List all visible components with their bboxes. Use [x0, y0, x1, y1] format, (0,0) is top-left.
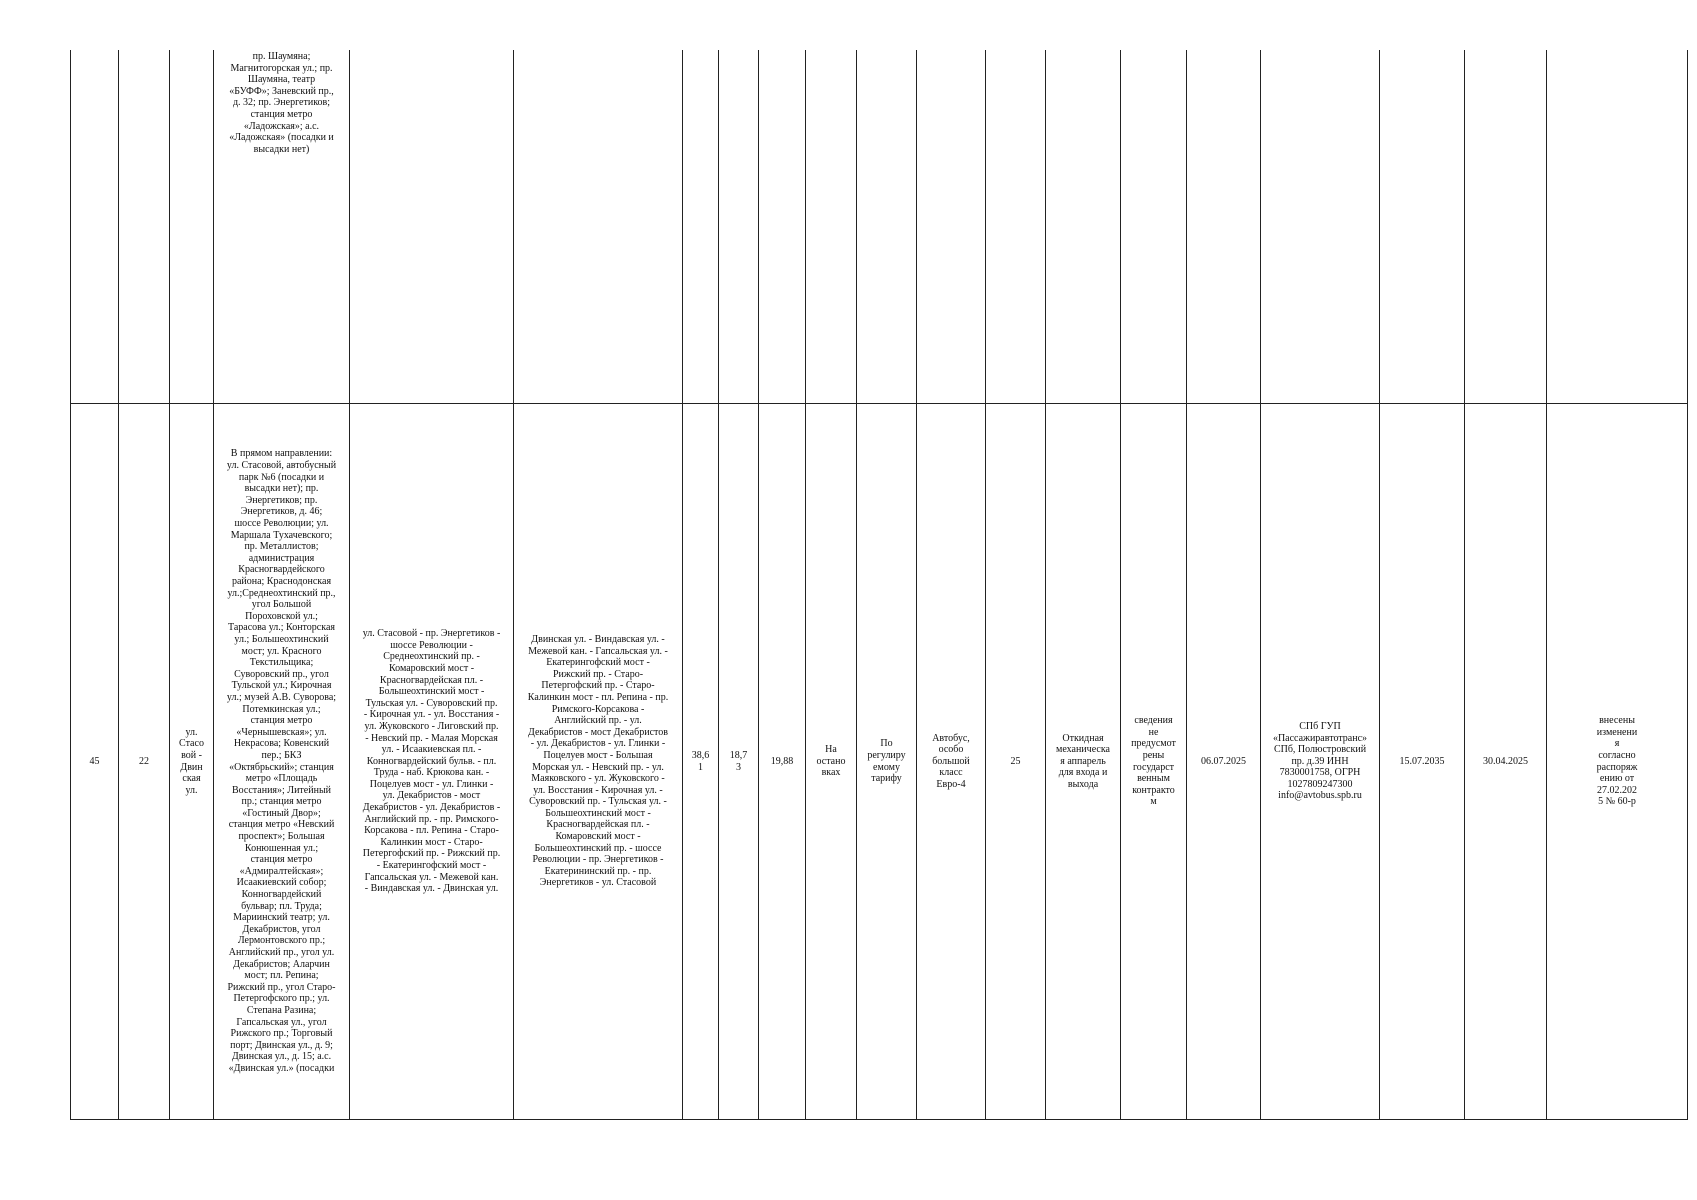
cell-stops: пр. Шаумяна; Магнитогорская ул.; пр. Шаумяна, театр «БУФФ»; Заневский пр., д. 32; пр. Энергетиков; станция метро «Ладожская»; а.с. «Ладожская» (посадки и высадки нет): [214, 50, 350, 404]
cell-stop-order: [806, 50, 857, 404]
cell-vehicle-count: [986, 50, 1046, 404]
cell-length-total: [759, 50, 806, 404]
cell-route-name: ул. Стасо вой - Двин ская ул.: [170, 404, 214, 1120]
cell-length-total: 19,88: [759, 404, 806, 1120]
cell-length-reverse: 18,7 3: [719, 404, 759, 1120]
cell-date-2: [1380, 50, 1465, 404]
cell-date-2: 15.07.2035: [1380, 404, 1465, 1120]
cell-contract: сведения не предусмот рены государст венным контракто м: [1121, 404, 1187, 1120]
cell-carrier: [1261, 50, 1380, 404]
cell-number: [71, 50, 119, 404]
cell-route-name: [170, 50, 214, 404]
cell-vehicle: Автобус, особо большой класс Евро-4: [917, 404, 986, 1120]
cell-contract: [1121, 50, 1187, 404]
table-row-route-22: [71, 404, 1688, 1120]
cell-streets-reverse: Двинская ул. - Виндавская ул. - Межевой кан. - Гапсальская ул. - Екатерингофский мост - Рижский пр. - Старо- Петергофский пр. - Старо- Калинкин мост - пл. Репина - пр. Римского-Корсакова - Английский пр. - ул. Декабристов - мост Декабристов - ул. Декабристов - ул. Глинки - Поцелуев мост - Большая Морская ул. - Невский пр. - ул. Маяковского - ул. Жуковского - ул. Восстания - Кирочная ул. - Суворовский пр. - Тульская ул. - Большеохтинский мост - Красногвардейская пл. - Комаровский мост - Большеохтинский пр. - шоссе Революции - пр. Энергетиков - Екатерининский пр. - пр. Энергетиков - ул. Стасовой: [514, 404, 683, 1120]
cell-start-date: [1187, 50, 1261, 404]
cell-streets-forward: [350, 50, 514, 404]
cell-note: внесены изменени я согласно распоряж ению от 27.02.202 5 № 60-р: [1547, 404, 1688, 1120]
route-registry-table: [70, 50, 1688, 1120]
cell-ramp: Откидная механическа я аппарель для входа и выхода: [1046, 404, 1121, 1120]
cell-tariff: По регулиру емому тарифу: [857, 404, 917, 1120]
cell-length-forward: 38,6 1: [683, 404, 719, 1120]
cell-length-forward: [683, 50, 719, 404]
cell-start-date: 06.07.2025: [1187, 404, 1261, 1120]
cell-stop-order: На остано вках: [806, 404, 857, 1120]
cell-note: [1547, 50, 1688, 404]
cell-ramp: [1046, 50, 1121, 404]
cell-number: 45: [71, 404, 119, 1120]
cell-date-3: [1465, 50, 1547, 404]
cell-date-3: 30.04.2025: [1465, 404, 1547, 1120]
cell-vehicle-count: 25: [986, 404, 1046, 1120]
cell-route-number: [119, 50, 170, 404]
cell-streets-forward: ул. Стасовой - пр. Энергетиков - шоссе Революции - Среднеохтинский пр. - Комаровский мост - Красногвардейская пл. - Большеохтинский мост - Тульская ул. - Суворовский пр. - Кирочная ул. - ул. Восстания - ул. Жуковского - Лиговский пр. - Невский пр. - Малая Морская ул. - Исаакиевская пл. - Конногвардейский бульв. - пл. Труда - наб. Крюкова кан. - Поцелуев мост - ул. Глинки - ул. Декабристов - мост Декабристов - ул. Декабристов - Английский пр. - пр. Римского- Корсакова - пл. Репина - Старо- Калинкин мост - Старо- Петергофский пр. - Рижский пр. - Екатерингофский мост - Гапсальская ул. - Межевой кан. - Виндавская ул. - Двинская ул.: [350, 404, 514, 1120]
cell-carrier: СПб ГУП «Пассажиравтотранс» СПб, Полюстровский пр. д.39 ИНН 7830001758, ОГРН 1027809247300 info@avtobus.spb.ru: [1261, 404, 1380, 1120]
table-row-continuation: [71, 50, 1688, 404]
cell-length-reverse: [719, 50, 759, 404]
cell-vehicle: [917, 50, 986, 404]
cell-stops: В прямом направлении: ул. Стасовой, автобусный парк №6 (посадки и высадки нет); пр. Энергетиков; пр. Энергетиков, д. 46; шоссе Революции; ул. Маршала Тухачевского; пр. Металлистов; администрация Красногвардейского района; Краснодонская ул.;Среднеохтинский пр., угол Большой Пороховской ул.; Тарасова ул.; Конторская ул.; Большеохтинский мост; ул. Красного Текстильщика; Суворовский пр., угол Тульской ул.; Кирочная ул.; музей А.В. Суворова; Потемкинская ул.; станция метро «Чернышевская»; ул. Некрасова; Ковенский пер.; БКЗ «Октябрьский»; станция метро «Площадь Восстания»; Литейный пр.; станция метро «Гостиный Двор»; станция метро «Невский проспект»; Большая Конюшенная ул.; станция метро «Адмиралтейская»; Исаакиевский собор; Конногвардейский бульвар; пл. Труда; Мариинский театр; ул. Декабристов, угол Лермонтовского пр.; Английский пр., угол ул. Декабристов; Аларчин мост; пл. Репина; Рижский пр., угол Старо- Петергофского пр.; ул. Степана Разина; Гапсальская ул., угол Рижского пр.; Торговый порт; Двинская ул., д. 9; Двинская ул., д. 15; а.с. «Двинская ул.» (посадки: [214, 404, 350, 1120]
cell-tariff: [857, 50, 917, 404]
cell-streets-reverse: [514, 50, 683, 404]
cell-route-number: 22: [119, 404, 170, 1120]
